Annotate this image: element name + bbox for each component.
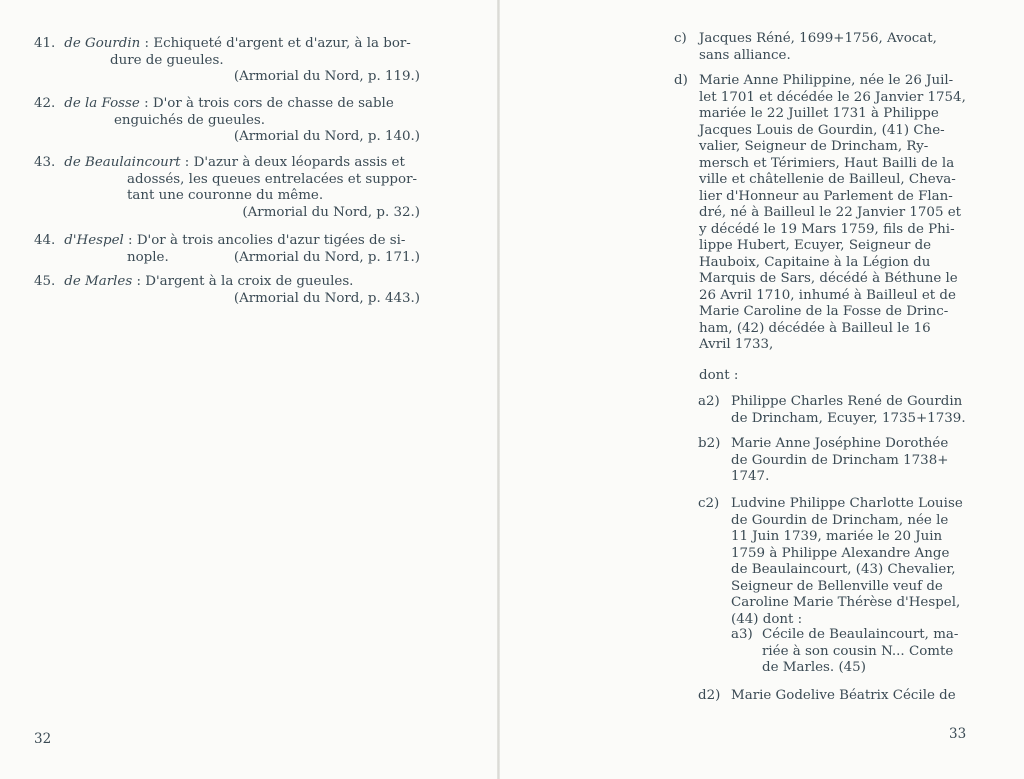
entry-a3 — [762, 627, 972, 677]
text-line: Marie Caroline de la Fosse de Drinc- — [699, 304, 949, 319]
text-line: Marie Godelive Béatrix Cécile de — [731, 688, 956, 703]
text-line: lippe Hubert, Ecuyer, Seigneur de — [699, 238, 932, 253]
text-line: riée à son cousin N... Comte — [762, 643, 954, 659]
text-line: Marquis de Sars, décédé à Béthune le — [699, 271, 958, 286]
blazon-text: Echiqueté d'argent et d'azur, à la bor- — [153, 36, 411, 51]
entry-number: 42. — [34, 96, 56, 111]
text-line: mersch et Térimiers, Haut Bailli de la — [699, 155, 955, 171]
page-number: 32 — [34, 731, 52, 747]
entry-b2 — [731, 436, 971, 486]
armorial-entry-41: 41. de Gourdin : Echiqueté d'argent et d'azur, à la bor- dure de gueules. (Armorial du Nord, p. 119.) — [34, 36, 420, 84]
text-line: Cécile de Beaulaincourt, ma- — [762, 627, 959, 642]
blazon-text: nople. — [127, 249, 169, 265]
text-line: de Gourdin de Drincham, née le — [731, 512, 949, 528]
label-c2: c2) — [698, 496, 720, 511]
armorial-entry-44: 44. d'Hespel : D'or à trois ancolies d'azur tigées de si- nople. (Armorial du Nord, p. 171.) — [34, 233, 420, 265]
source-citation: (Armorial du Nord, p. 32.) — [242, 204, 420, 220]
text-line: Marie Anne Philippine, née le 26 Juil- — [699, 73, 954, 88]
entry-number: 44. — [34, 233, 56, 248]
dont-label: dont : — [699, 368, 739, 383]
text-line: valier, Seigneur de Drincham, Ry- — [699, 139, 929, 154]
text-line: y décédé le 19 Mars 1759, fils de Phi- — [699, 221, 955, 237]
armorial-entry-43: 43. de Beaulaincourt : D'azur à deux léopards assis et adossés, les queues entrelacées et suppor- tant une couronne du même. (Armorial du Nord, p. 32.) — [34, 155, 420, 220]
text-line: dré, né à Bailleul le 22 Janvier 1705 et — [699, 205, 962, 220]
text-line: de Marles. (45) — [762, 660, 866, 675]
label-a3: a3) — [731, 627, 753, 642]
armorial-entry-42: 42. de la Fosse : D'or à trois cors de chasse de sable enguichés de gueules. (Armorial du Nord, p. 140.) — [34, 96, 420, 144]
family-name: de la Fosse — [64, 96, 140, 111]
text-line: de Beaulaincourt, (43) Chevalier, — [731, 562, 956, 577]
entry-number: 45. — [34, 274, 56, 289]
blazon-text: D'argent à la croix de gueules. — [145, 274, 354, 289]
text-line: de Gourdin de Drincham 1738+ — [731, 452, 949, 468]
text-line: Ludvine Philippe Charlotte Louise — [731, 496, 963, 511]
left-page — [0, 0, 497, 779]
text-line: sans alliance. — [699, 47, 791, 63]
text-line: Jacques Réné, 1699+1756, Avocat, — [699, 31, 937, 46]
text-line: ham, (42) décédée à Bailleul le 16 — [699, 320, 931, 336]
blazon-text: D'or à trois ancolies d'azur tigées de si- — [136, 233, 406, 248]
text-line: Hauboix, Capitaine à la Légion du — [699, 254, 931, 270]
text-line: mariée le 22 Juillet 1731 à Philippe — [699, 106, 939, 121]
text-line: 1747. — [731, 469, 770, 484]
source-citation: (Armorial du Nord, p. 171.) — [233, 249, 420, 265]
source-citation: (Armorial du Nord, p. 443.) — [233, 290, 420, 306]
family-name: de Beaulaincourt — [64, 155, 181, 170]
blazon-text: D'azur à deux léopards assis et — [193, 155, 405, 170]
text-line: 1759 à Philippe Alexandre Ange — [731, 545, 950, 561]
entry-d2 — [731, 688, 981, 705]
text-line: 26 Avril 1710, inhumé à Bailleul et de — [699, 287, 956, 303]
text-line: Seigneur de Bellenville veuf de — [731, 578, 943, 594]
text-line: Jacques Louis de Gourdin, (41) Che- — [699, 122, 945, 138]
text-line: Avril 1733, — [699, 337, 774, 352]
page-number: 33 — [949, 726, 967, 742]
entry-c2 — [731, 496, 971, 628]
entry-a2 — [731, 394, 971, 427]
text-line: 11 Juin 1739, mariée le 20 Juin — [731, 529, 943, 544]
text-line: Philippe Charles René de Gourdin — [731, 394, 963, 409]
label-a2: a2) — [698, 394, 720, 409]
label-c: c) — [674, 31, 687, 46]
blazon-text: D'or à trois cors de chasse de sable — [152, 96, 394, 111]
label-b2: b2) — [698, 436, 721, 451]
entry-d — [699, 73, 969, 354]
source-citation: (Armorial du Nord, p. 119.) — [233, 69, 420, 84]
blazon-text: tant une couronne du même. — [127, 188, 324, 203]
family-name: de Marles — [64, 274, 133, 289]
armorial-entry-45: 45. de Marles : D'argent à la croix de gueules. (Armorial du Nord, p. 443.) — [34, 274, 420, 306]
label-d: d) — [674, 73, 688, 88]
entry-number: 41. — [34, 36, 56, 51]
entry-number: 43. — [34, 155, 56, 170]
text-line: Marie Anne Joséphine Dorothée — [731, 436, 949, 451]
text-line: let 1701 et décédée le 26 Janvier 1754, — [699, 89, 966, 105]
blazon-text: enguichés de gueules. — [114, 112, 266, 128]
text-line: lier d'Honneur au Parlement de Flan- — [699, 188, 953, 204]
label-d2: d2) — [698, 688, 721, 703]
family-name: d'Hespel — [64, 233, 124, 248]
blazon-text: dure de gueules. — [110, 52, 224, 68]
right-page — [500, 0, 1024, 779]
entry-c — [699, 31, 976, 64]
source-citation: (Armorial du Nord, p. 140.) — [233, 129, 420, 144]
text-line: de Drincham, Ecuyer, 1735+1739. — [731, 410, 966, 426]
text-line: Caroline Marie Thérèse d'Hespel, — [731, 595, 961, 610]
text-line: ville et châtellenie de Bailleul, Cheva- — [699, 172, 956, 187]
text-line: (44) dont : — [731, 611, 803, 627]
blazon-text: adossés, les queues entrelacées et suppor- — [127, 171, 417, 187]
family-name: de Gourdin — [64, 36, 141, 51]
